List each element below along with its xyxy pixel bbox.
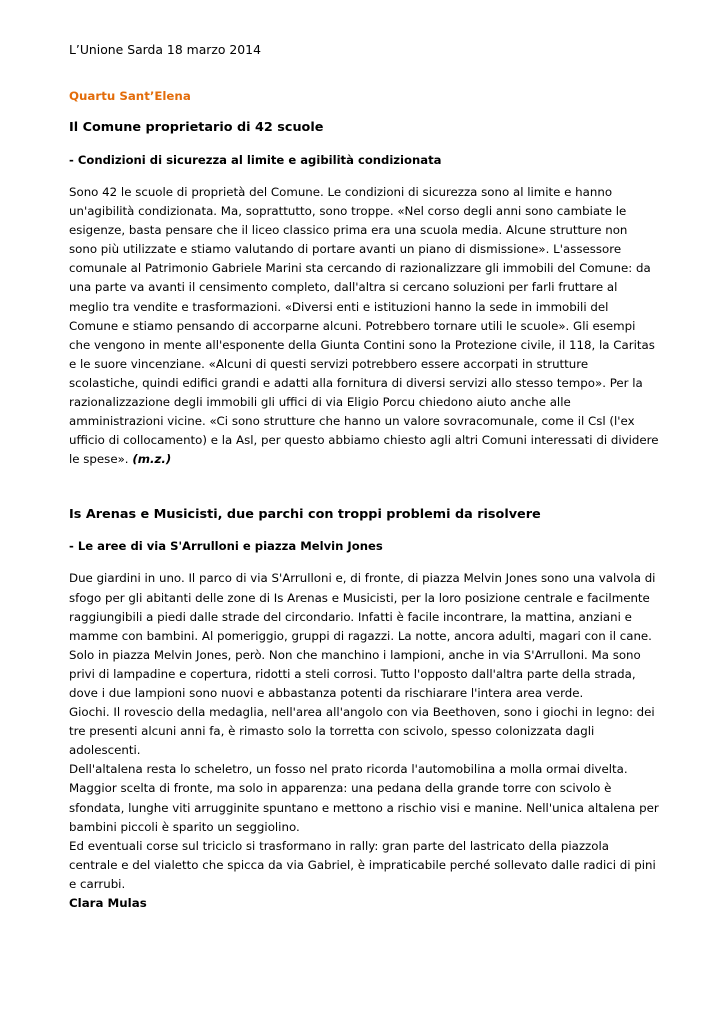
article-body: [69, 183, 659, 469]
source-line: L’Unione Sarda 18 marzo 2014: [69, 42, 261, 57]
section-spacer: [69, 469, 659, 505]
article-headline: Il Comune proprietario di 42 scuole: [69, 120, 324, 135]
article-subhead: - Le aree di via S'Arrulloni e piazza Melvin Jones: [69, 539, 383, 554]
article-body-text: Sono 42 le scuole di proprietà del Comune. Le condizioni di sicurezza sono al limite e hanno un'agibilità condizionata. Ma, soprattutto, sono troppe. «Nel corso degli anni sono cambiate le esigenze, basta pensare che il liceo classico prima era una scuola media. Alcune strutture non sono più utilizzate e stiamo valutando di portare avanti un piano di dismissione». L'assessore comunale al Patrimonio Gabriele Marini sta cercando di razionalizzare gli immobili del Comune: da una parte va avanti il censimento completo, dall'altra si cercano soluzioni per farli fruttare al meglio tra vendite e trasformazioni. «Diversi enti e istituzioni hanno la sede in immobili del Comune e stiamo pensando di accorparne alcuni. Potrebbero tornare utili le scuole». Gli esempi che vengono in mente all'esponente della Giunta Contini sono la Protezione civile, il 118, la Caritas e le suore vincenziane. «Alcuni di questi servizi potrebbero essere accorpati in strutture scolastiche, quindi edifici grandi e adatti alla fornitura di diversi servizi allo stesso tempo». Per la razionalizzazione degli immobili gli uffici di via Eligio Porcu chiedono aiuto anche alle amministrazioni vicine. «Ci sono strutture che hanno un valore sovracomunale, come il Csl (l'ex ufficio di collocamento) e la Asl, per questo abbiamo chiesto agli altri Comuni interessati di dividere le spese».: [69, 185, 659, 467]
article-school-buildings: [69, 118, 659, 469]
document-page: [69, 41, 659, 913]
article-paragraph: Due giardini in uno. Il parco di via S'Arrulloni e, di fronte, di piazza Melvin Jones sono una valvola di sfogo per gli abitanti delle zone di Is Arenas e Musicisti, per la loro posizione centrale e facilmente raggiungibili a piedi dalle strade del circondario. Infatti è facile incontrare, la mattina, anziani e mamme con bambini. Al pomeriggio, gruppi di ragazzi. La notte, ancora adulti, magari con il cane. Solo in piazza Melvin Jones, però. Non che manchino i lampioni, anche in via S'Arrulloni. Ma sono privi di lampadine e copertura, ridotti a steli corrosi. Tutto l'opposto dall'altra parte della strada, dove i due lampioni sono nuovi e abbastanza potenti da rischiarare l'intera area verde.: [69, 571, 656, 700]
article-subhead: - Condizioni di sicurezza al limite e agibilità condizionata: [69, 153, 442, 167]
article-paragraph: [69, 183, 659, 469]
article-parks: [69, 505, 659, 913]
article-body: [69, 569, 659, 894]
article-paragraph: Giochi. Il rovescio della medaglia, nell'area all'angolo con via Beethoven, sono i giochi in legno: dei tre presenti alcuni anni fa, è rimasto solo la torretta con scivolo, spesso colonizzata dagli adolescenti.: [69, 705, 655, 758]
location-heading: Quartu Sant’Elena: [69, 89, 191, 103]
article-author: Clara Mulas: [69, 896, 147, 910]
author-initials: (m.z.): [132, 452, 172, 467]
article-paragraph: Ed eventuali corse sul triciclo si trasformano in rally: gran parte del lastricato della piazzola centrale e del vialetto che spicca da via Gabriel, è impraticabile perché sollevato dalle radici di pini e carrubi.: [69, 838, 656, 891]
article-headline: Is Arenas e Musicisti, due parchi con troppi problemi da risolvere: [69, 507, 541, 523]
article-paragraph: Dell'altalena resta lo scheletro, un fosso nel prato ricorda l'automobilina a molla ormai divelta. Maggior scelta di fronte, ma solo in apparenza: una pedana della grande torre con scivolo è sfondata, lunghe viti arrugginite spuntano e mettono a rischio visi e manine. Nell'unica altalena per bambini piccoli è sparito un seggiolino.: [69, 762, 659, 834]
